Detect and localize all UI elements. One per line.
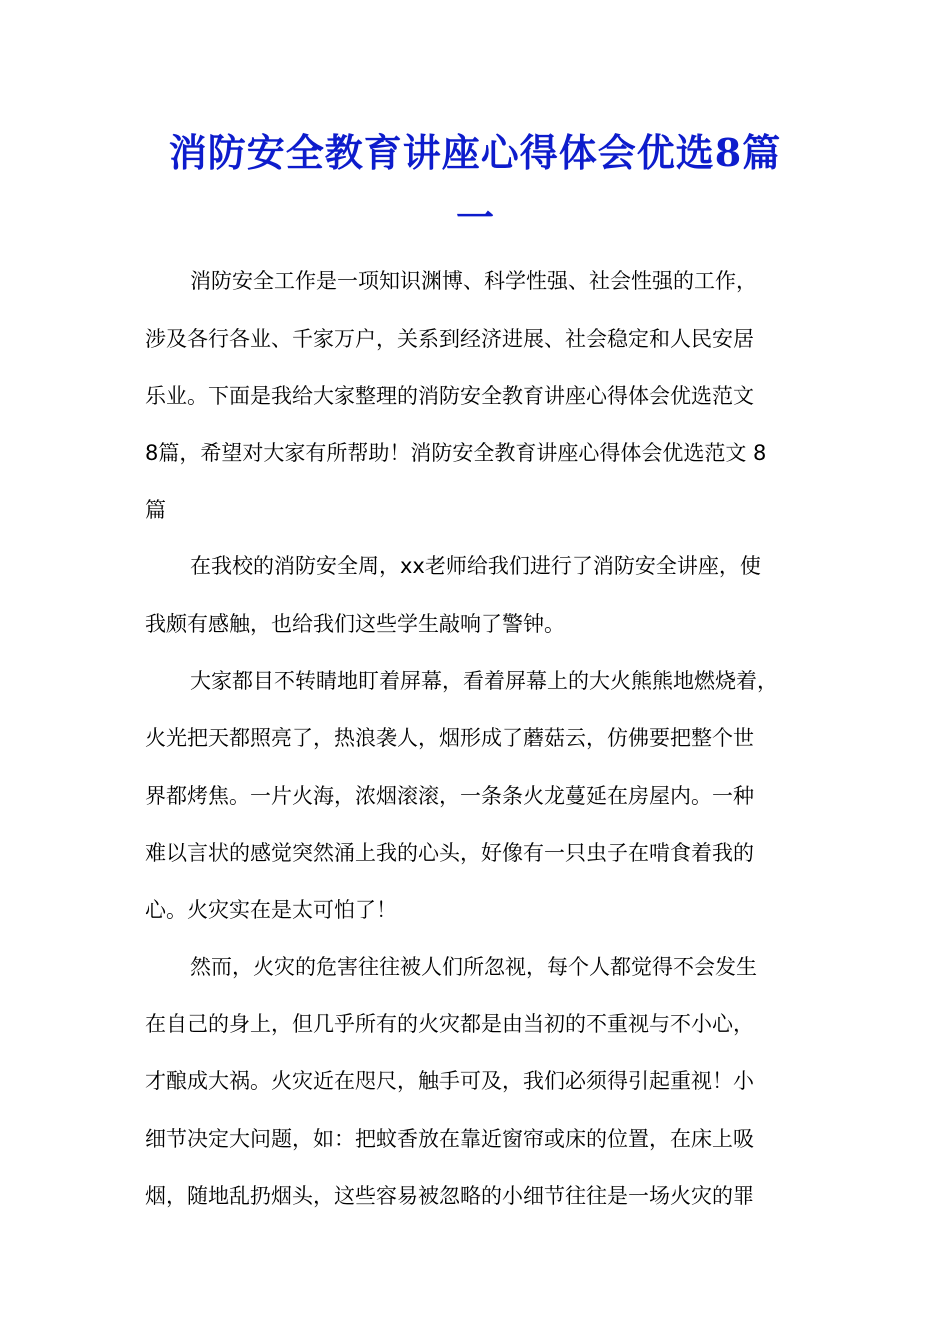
paragraph-line: 在自己的身上，但几乎所有的火灾都是由当初的不重视与不小心， <box>145 1012 754 1036</box>
paragraph-line: 烟，随地乱扔烟头，这些容易被忽略的小细节往往是一场火灾的罪 <box>145 1184 754 1208</box>
document-subtitle: 一 <box>455 195 494 240</box>
paragraph-line: 消防安全工作是一项知识渊博、科学性强、社会性强的工作， <box>190 269 757 293</box>
paragraph-line: 篇 <box>145 498 166 522</box>
paragraph-line: 涉及各行各业、千家万户，关系到经济进展、社会稳定和人民安居 <box>145 327 754 351</box>
document-title: 消防安全教育讲座心得体会优选8篇 <box>168 130 782 175</box>
paragraph-line: 8篇，希望对大家有所帮助！消防安全教育讲座心得体会优选范文 8 <box>145 441 767 465</box>
paragraph-line: 乐业。下面是我给大家整理的消防安全教育讲座心得体会优选范文 <box>145 384 754 408</box>
paragraph-line: 心。火灾实在是太可怕了！ <box>145 898 397 922</box>
paragraph-line: 在我校的消防安全周，xx老师给我们进行了消防安全讲座，使 <box>190 554 761 578</box>
paragraph-line: 难以言状的感觉突然涌上我的心头，好像有一只虫子在啃食着我的 <box>145 841 754 865</box>
paragraph-line: 才酿成大祸。火灾近在咫尺，触手可及，我们必须得引起重视！小 <box>145 1069 754 1093</box>
paragraph-line: 然而，火灾的危害往往被人们所忽视，每个人都觉得不会发生 <box>190 955 757 979</box>
paragraph-line: 我颇有感触，也给我们这些学生敲响了警钟。 <box>145 612 565 636</box>
paragraph-line: 火光把天都照亮了，热浪袭人，烟形成了蘑菇云，仿佛要把整个世 <box>145 726 754 750</box>
paragraph-line: 界都烤焦。一片火海，浓烟滚滚，一条条火龙蔓延在房屋内。一种 <box>145 784 754 808</box>
paragraph-line: 细节决定大问题，如：把蚊香放在靠近窗帘或床的位置，在床上吸 <box>145 1127 754 1151</box>
paragraph-line: 大家都目不转睛地盯着屏幕，看着屏幕上的大火熊熊地燃烧着， <box>190 669 778 693</box>
